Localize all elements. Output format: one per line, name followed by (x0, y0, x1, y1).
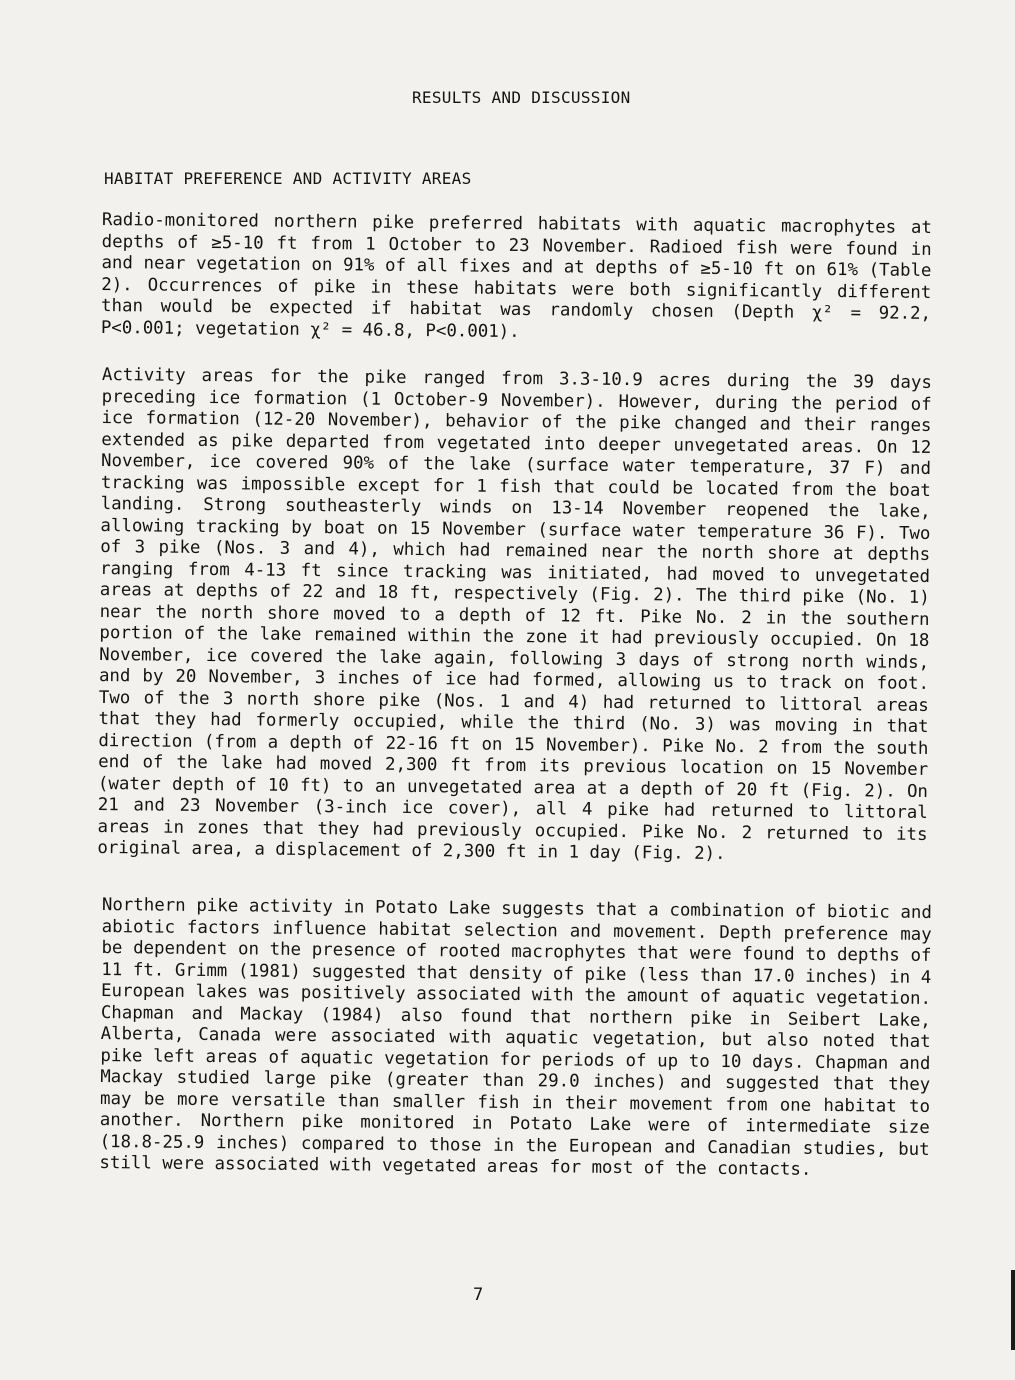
scan-edge-mark (1011, 1270, 1015, 1350)
paragraph-activity-areas: Activity areas for the pike ranged from 3.3-10.9 acres during the 39 days preceding ice formation (1 October-9 November). However, during the period of ice formation (12-20 November), behavior of the pike changed and their ranges extended as pike departed from vegetated into deeper unvegetated areas. On 12 November, ice covered 90% of the lake (surface water temperature, 37 F) and tracking was impossible except for 1 fish that could be located from the boat landing. Strong southeasterly winds on 13-14 November reopened the lake, allowing tracking by boat on 15 November (surface water temperature 36 F). Two of 3 pike (Nos. 3 and 4), which had remained near the north shore at depths ranging from 4-13 ft since tracking was initiated, had moved to unvegetated areas at depths of 22 and 18 ft, respectively (Fig. 2). The third pike (No. 1) near the north shore moved to a depth of 12 ft. Pike No. 2 in the southern portion of the lake remained within the zone it had previously occupied. On 18 November, ice covered the lake again, following 3 days of strong north winds, and by 20 November, 3 inches of ice had formed, allowing us to track on foot. Two of the 3 north shore pike (Nos. 1 and 4) had returned to littoral areas that they had formerly occupied, while the third (No. 3) was moving in that direction (from a depth of 22-16 ft on 15 November). Pike No. 2 from the south end of the lake had moved 2,300 ft from its previous location on 15 November (water depth of 10 ft) to an unvegetated area at a depth of 20 ft (Fig. 2). On 21 and 23 November (3-inch ice cover), all 4 pike had returned to littoral areas in zones that they had previously occupied. Pike No. 2 returned to its original area, a displacement of 2,300 ft in 1 day (Fig. 2). (97, 365, 932, 865)
paragraph-habitat-preference: Radio-monitored northern pike preferred habitats with aquatic macrophytes at depths of ≥5-10 ft from 1 October to 23 November. Radioed fish were found in and near vegetation on 91% of all fixes and at depths of ≥5-10 ft on 61% (Table 2). Occurrences of pike in these habitats were both significantly different than would be expected if habitat was randomly chosen (Depth χ² = 92.2, P<0.001; vegetation χ² = 46.8, P<0.001). (100, 210, 932, 342)
page-number: 7 (473, 1285, 484, 1305)
results-heading: RESULTS AND DISCUSSION (412, 88, 631, 107)
paragraph-pike-activity: Northern pike activity in Potato Lake suggests that a combination of biotic and abiotic factors influence habitat selection and movement. Depth preference may be dependent on the presence of rooted macrophytes that were found to depths of 11 ft. Grimm (1981) suggested that density of pike (less than 17.0 inches) in 4 European lakes was positively associated with the amount of aquatic vegetation. Chapman and Mackay (1984) also found that northern pike in Seibert Lake, Alberta, Canada were associated with aquatic vegetation, but also noted that pike left areas of aquatic vegetation for periods of up to 10 days. Chapman and Mackay studied large pike (greater than 29.0 inches) and suggested that they may be more versatile than smaller fish in their movement from one habitat to another. Northern pike monitored in Potato Lake were of intermediate size (18.8-25.9 inches) compared to those in the European and Canadian studies, but still were associated with vegetated areas for most of the contacts. (99, 895, 932, 1180)
section-heading: HABITAT PREFERENCE AND ACTIVITY AREAS (104, 169, 472, 188)
